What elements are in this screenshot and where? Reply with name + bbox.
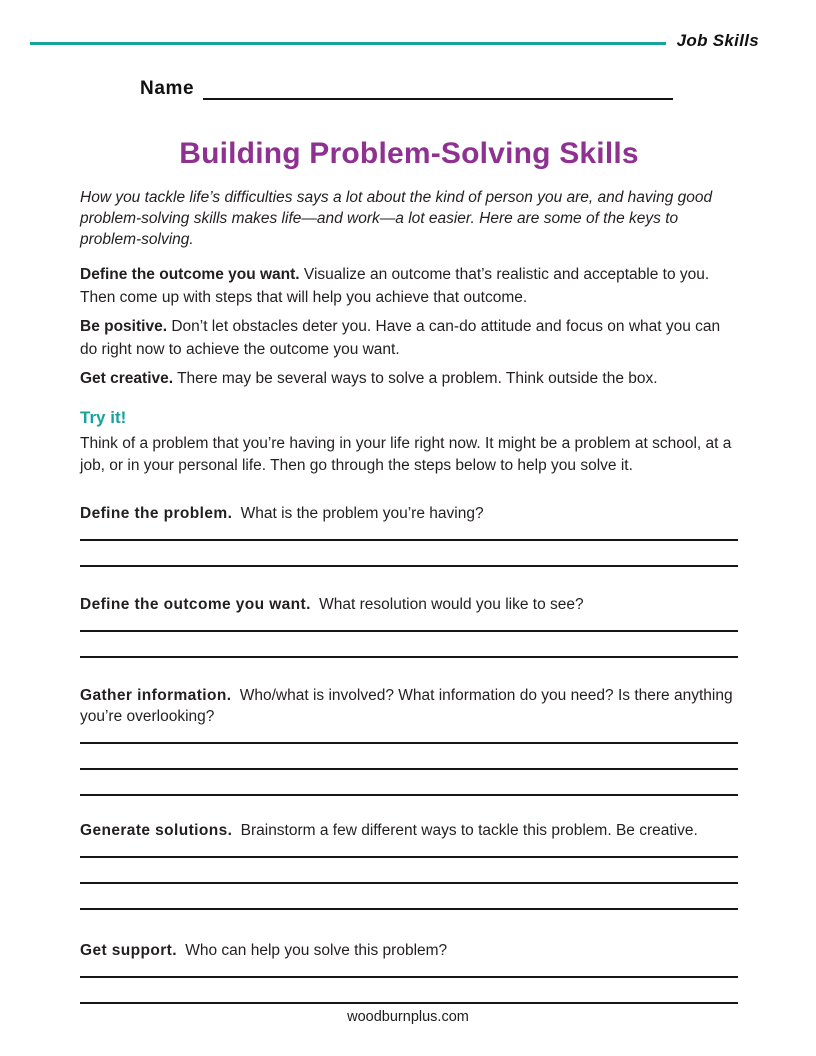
key-text: Don’t let obstacles deter you. Have a can-do attitude and focus on what you can do right now to achieve the outcome you want. — [80, 318, 721, 358]
step-prompt: Brainstorm a few different ways to tackle this problem. Be creative. — [240, 822, 698, 839]
key-paragraph — [80, 367, 738, 390]
step-heading — [80, 503, 738, 524]
step-lead: Define the outcome you want. — [80, 596, 311, 613]
answer-line[interactable] — [80, 524, 738, 541]
step-section-define-outcome — [80, 594, 738, 658]
answer-line[interactable] — [80, 770, 738, 796]
step-lead: Define the problem. — [80, 505, 233, 522]
key-paragraph — [80, 263, 738, 309]
step-section-generate-solutions — [80, 820, 738, 910]
footer-url: woodburnplus.com — [347, 1009, 469, 1025]
page-title: Building Problem-Solving Skills — [179, 137, 639, 170]
step-section-define-problem — [80, 503, 738, 567]
step-lead: Get support. — [80, 942, 177, 959]
key-lead: Define the outcome you want. — [80, 266, 300, 283]
step-prompt: Who/what is involved? What information do you need? Is there anything you’re overlooking? — [80, 687, 733, 725]
key-text: There may be several ways to solve a problem. Think outside the box. — [177, 370, 658, 387]
step-prompt: What resolution would you like to see? — [319, 596, 584, 613]
try-it-instructions: Think of a problem that you’re having in your life right now. It might be a problem at school, at a job, or in your personal life. Then go through the steps below to help you solve it. — [80, 435, 732, 474]
series-tagline: Job Skills — [676, 31, 759, 50]
answer-line[interactable] — [80, 884, 738, 910]
answer-line[interactable] — [80, 978, 738, 1004]
step-lead: Gather information. — [80, 687, 232, 704]
step-section-get-support — [80, 940, 738, 1004]
key-text: Visualize an outcome that’s realistic and acceptable to you. Then come up with steps that will help you achieve that outcome. — [80, 266, 710, 306]
name-input-line[interactable] — [203, 79, 673, 100]
intro-paragraph: How you tackle life’s difficulties says a lot about the kind of person you are, and having good problem-solving skills makes life—and work—a lot easier. Here are some of the keys to problem-solving. — [80, 189, 713, 248]
answer-line[interactable] — [80, 858, 738, 884]
main-content — [80, 136, 738, 1004]
answer-line[interactable] — [80, 841, 738, 858]
answer-line[interactable] — [80, 632, 738, 658]
step-prompt: Who can help you solve this problem? — [185, 942, 448, 959]
step-lead: Generate solutions. — [80, 822, 233, 839]
step-heading — [80, 940, 738, 961]
step-heading — [80, 820, 738, 841]
answer-line[interactable] — [80, 615, 738, 632]
answer-line[interactable] — [80, 744, 738, 770]
step-heading — [80, 594, 738, 615]
name-row — [140, 78, 673, 100]
step-section-gather-information — [80, 685, 738, 796]
step-heading — [80, 685, 738, 727]
answer-line[interactable] — [80, 961, 738, 978]
step-prompt: What is the problem you’re having? — [240, 505, 484, 522]
try-it-heading: Try it! — [80, 408, 127, 427]
key-lead: Be positive. — [80, 318, 167, 335]
name-label: Name — [140, 78, 195, 99]
answer-line[interactable] — [80, 541, 738, 567]
key-paragraph — [80, 315, 738, 361]
key-lead: Get creative. — [80, 370, 174, 387]
answer-line[interactable] — [80, 727, 738, 744]
header-accent-rule — [30, 42, 666, 45]
